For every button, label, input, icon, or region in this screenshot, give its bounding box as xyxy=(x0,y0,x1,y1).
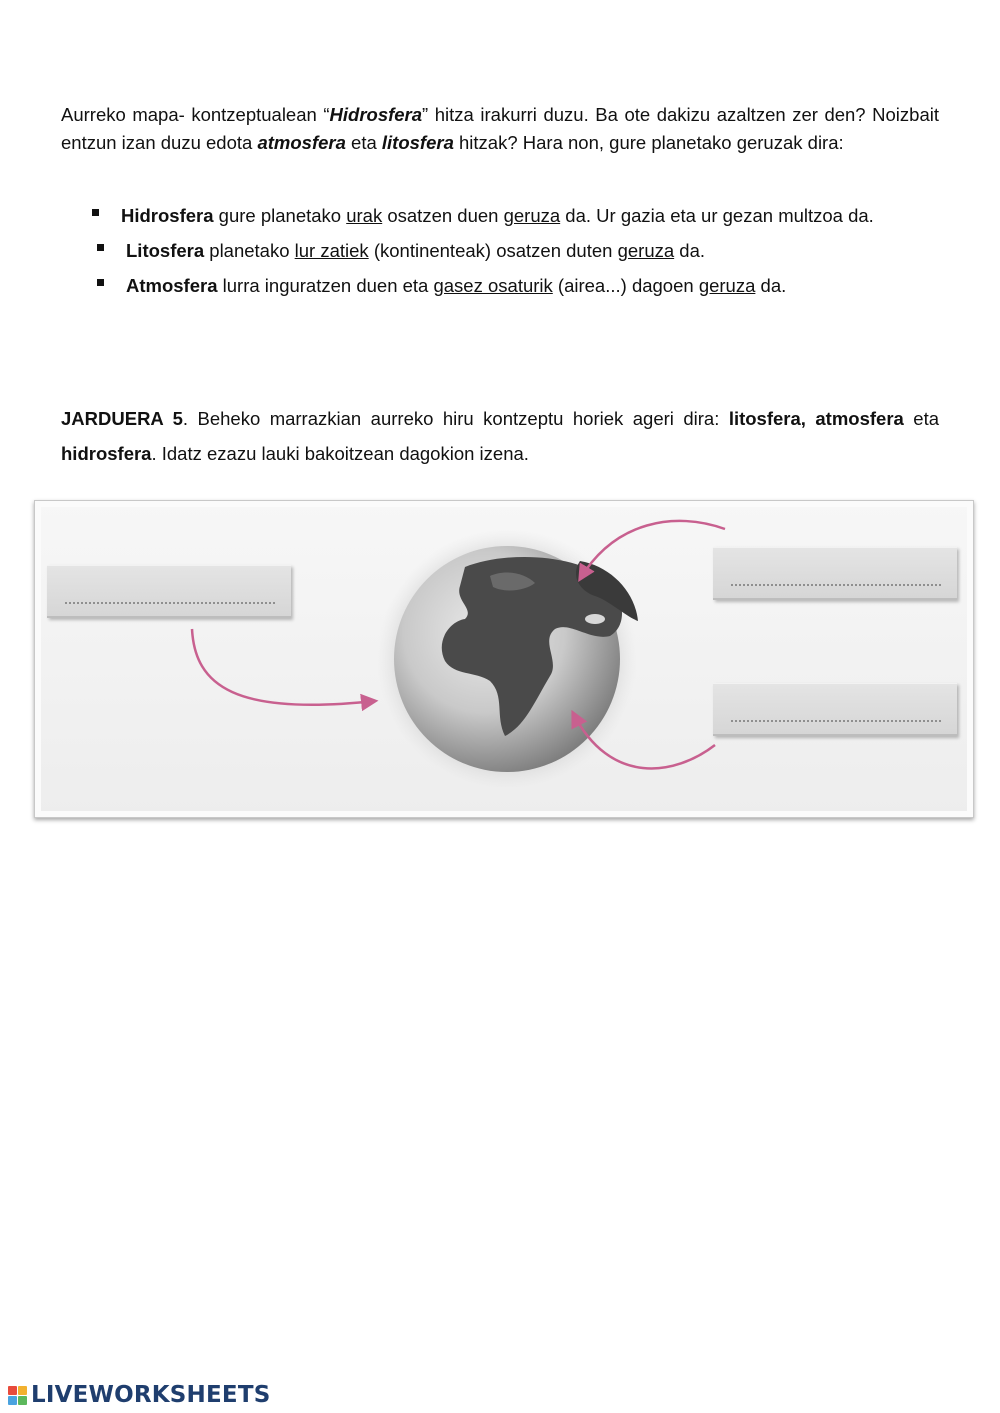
list-item xyxy=(90,268,939,303)
activity-text: eta xyxy=(903,408,940,429)
dotted-answer-line xyxy=(731,718,941,722)
underlined-text: geruza xyxy=(698,275,756,296)
term-atmosfera: atmosfera xyxy=(257,132,346,153)
definition-text: da. Ur gazia eta ur gezan multzoa da. xyxy=(560,205,874,226)
list-item xyxy=(90,233,939,268)
bullet-square-icon xyxy=(97,279,104,286)
definition-text: (airea...) dagoen xyxy=(552,275,699,296)
bullet-square-icon xyxy=(97,244,104,251)
definition-text: lurra inguratzen duen eta xyxy=(217,275,434,296)
arrow-to-globe-left xyxy=(192,629,375,705)
intro-text: hitzak? Hara non, gure planetako geruzak dira: xyxy=(453,132,844,153)
activity-term: hidrosfera xyxy=(61,443,152,464)
definition-term: Atmosfera xyxy=(126,275,218,296)
earth-layers-figure xyxy=(34,500,974,818)
definition-text: osatzen duen xyxy=(382,205,504,226)
dotted-answer-line xyxy=(65,600,275,604)
earth-globe-icon xyxy=(377,529,638,789)
dotted-answer-line xyxy=(731,582,941,586)
underlined-text: urak xyxy=(346,205,383,226)
intro-text: eta xyxy=(345,132,382,153)
logo-cube xyxy=(18,1396,27,1405)
list-item xyxy=(90,198,939,233)
term-hidrosfera: Hidrosfera xyxy=(329,104,423,125)
activity-text: . Idatz ezazu lauki bakoitzean dagokion izena. xyxy=(151,443,529,464)
answer-box-right-bottom[interactable] xyxy=(713,683,957,736)
definition-text: da. xyxy=(755,275,787,296)
underlined-text: lur zatiek xyxy=(294,240,369,261)
liveworksheets-logo xyxy=(8,1382,270,1408)
activity-text: . Beheko marrazkian aurreko hiru kontzeptu horiek ageri dira: xyxy=(182,408,729,429)
term-litosfera: litosfera xyxy=(381,132,454,153)
logo-cube xyxy=(18,1386,27,1395)
definition-text: (kontinenteak) osatzen duten xyxy=(368,240,618,261)
underlined-text: gasez osaturik xyxy=(433,275,553,296)
logo-wordmark: LIVEWORKSHEETS xyxy=(31,1382,271,1408)
definition-text: planetako xyxy=(204,240,295,261)
answer-box-left[interactable] xyxy=(47,565,291,618)
logo-cube xyxy=(8,1396,17,1405)
activity-terms: litosfera, atmosfera xyxy=(728,408,904,429)
underlined-text: geruza xyxy=(617,240,675,261)
intro-text: ” hitza irakurri duzu. Ba ote dakizu azaltzen zer den? Noizbait entzun izan duzu edota xyxy=(61,104,939,153)
intro-paragraph xyxy=(61,101,939,157)
definition-term: Litosfera xyxy=(126,240,205,261)
answer-box-right-top[interactable] xyxy=(713,547,957,600)
bullet-square-icon xyxy=(92,209,99,216)
activity-label: JARDUERA 5 xyxy=(61,408,183,429)
logo-cubes-icon xyxy=(8,1386,27,1405)
definition-text: gure planetako xyxy=(213,205,347,226)
activity-instructions xyxy=(61,401,939,471)
intro-text: Aurreko mapa- kontzeptualean “ xyxy=(61,104,330,125)
definition-term: Hidrosfera xyxy=(121,205,214,226)
definition-list xyxy=(90,198,939,303)
underlined-text: geruza xyxy=(503,205,561,226)
definition-text: da. xyxy=(674,240,706,261)
logo-cube xyxy=(8,1386,17,1395)
